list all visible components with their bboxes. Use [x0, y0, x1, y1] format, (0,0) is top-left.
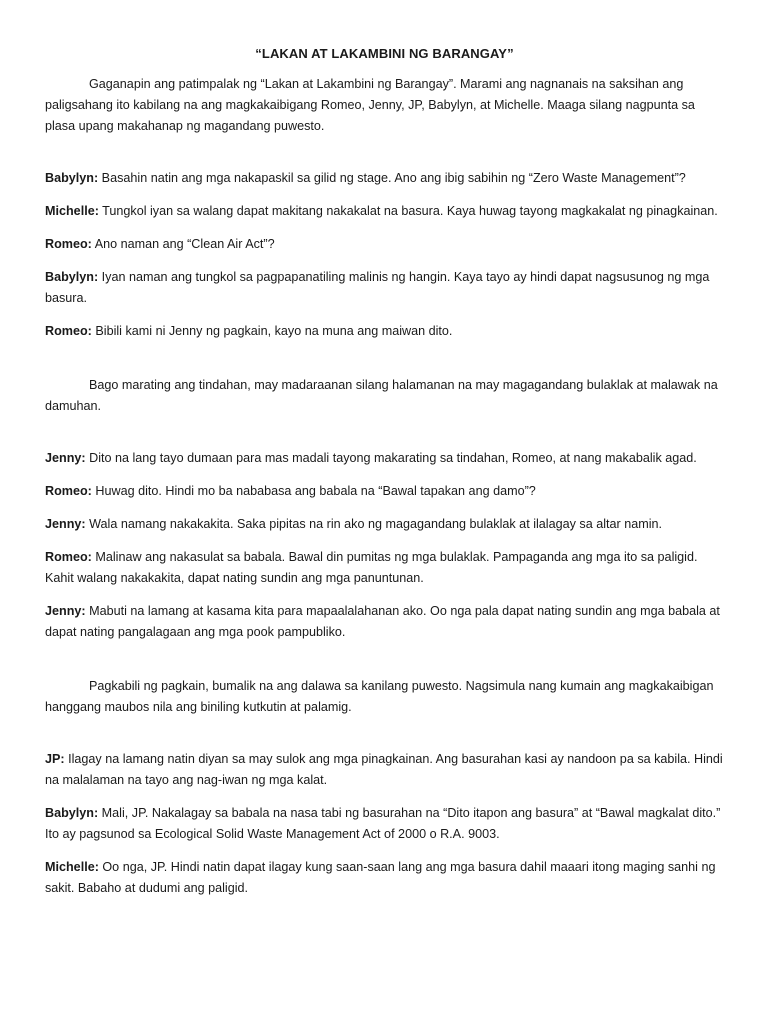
dialogue-line	[45, 201, 724, 222]
dialogue-text: Huwag dito. Hindi mo ba nababasa ang babala na “Bawal tapakan ang damo”?	[91, 484, 536, 498]
dialogue-line	[45, 857, 724, 899]
speaker-name: Michelle:	[45, 860, 99, 874]
document-title: “LAKAN AT LAKAMBINI NG BARANGAY”	[255, 46, 514, 61]
speaker-name: Michelle:	[45, 204, 99, 218]
dialogue-text: Tungkol iyan sa walang dapat makitang nakakalat na basura. Kaya huwag tayong magkakalat ng pinagkainan.	[98, 204, 718, 218]
dialogue-text: Bibili kami ni Jenny ng pagkain, kayo na muna ang maiwan dito.	[91, 324, 453, 338]
dialogue-text: Ilagay na lamang natin diyan sa may sulok ang mga pinagkainan. Ang basurahan kasi ay nandoon pa sa kabila. Hindi na malalaman na tayo ang nag-iwan ng mga kalat.	[45, 752, 723, 787]
dialogue-line	[45, 514, 724, 535]
speaker-name: Babylyn:	[45, 270, 99, 284]
dialogue-line	[45, 547, 724, 589]
dialogue-text: Ano naman ang “Clean Air Act”?	[91, 237, 275, 251]
dialogue-line	[45, 803, 724, 845]
narration-paragraph: Pagkabili ng pagkain, bumalik na ang dalawa sa kanilang puwesto. Nagsimula nang kumain ang magkakaibigan hanggang maubos nila ang biniling kutkutin at palamig.	[45, 679, 714, 714]
dialogue-text: Oo nga, JP. Hindi natin dapat ilagay kung saan-saan lang ang mga basura dahil maaari itong maging sanhi ng sakit. Babaho at dudumi ang paligid.	[45, 860, 716, 895]
dialogue-text: Wala namang nakakakita. Saka pipitas na rin ako ng magagandang bulaklak at ilalagay sa altar namin.	[85, 517, 662, 531]
speaker-name: Romeo:	[45, 237, 92, 251]
narration-paragraph: Bago marating ang tindahan, may madaraanan silang halamanan na may magagandang bulaklak at malawak na damuhan.	[45, 378, 718, 413]
dialogue-line	[45, 601, 724, 643]
paragraph-gap	[45, 137, 724, 168]
dialogue-line	[45, 749, 724, 791]
dialogue-line	[45, 168, 724, 189]
speaker-name: Jenny:	[45, 451, 86, 465]
dialogue-line	[45, 267, 724, 309]
dialogue-line	[45, 321, 724, 342]
dialogue-line	[45, 448, 724, 469]
dialogue-text: Malinaw ang nakasulat sa babala. Bawal din pumitas ng mga bulaklak. Pampaganda ang mga ito sa paligid. Kahit walang nakakakita, dapat nating sundin ang mga panuntunan.	[45, 550, 698, 585]
dialogue-text: Mabuti na lamang at kasama kita para mapaalalahanan ako. Oo nga pala dapat nating sundin ang mga babala at dapat nating pangalagaan ang mga pook pampubliko.	[45, 604, 720, 639]
speaker-name: Jenny:	[45, 517, 86, 531]
dialogue-text: Dito na lang tayo dumaan para mas madali tayong makarating sa tindahan, Romeo, at nang makabalik agad.	[85, 451, 697, 465]
narration-paragraph: Gaganapin ang patimpalak ng “Lakan at Lakambini ng Barangay”. Marami ang nagnanais na saksihan ang paligsahang ito kabilang na ang magkakaibigang Romeo, Jenny, JP, Babylyn, at Michelle. Maaga silang nagpunta sa plasa upang makahanap ng magandang puwesto.	[45, 77, 695, 133]
paragraph-gap	[45, 342, 724, 375]
dialogue-line	[45, 481, 724, 502]
speaker-name: Babylyn:	[45, 806, 99, 820]
paragraph-gap	[45, 718, 724, 749]
paragraph-gap	[45, 643, 724, 676]
dialogue-text: Basahin natin ang mga nakapaskil sa gilid ng stage. Ano ang ibig sabihin ng “Zero Waste Management”?	[98, 171, 686, 185]
dialogue-text: Mali, JP. Nakalagay sa babala na nasa tabi ng basurahan na “Dito itapon ang basura” at “Bawal magkalat dito.” Ito ay pagsunod sa Ecological Solid Waste Management Act of 2000 o R.A. 9003.	[45, 806, 721, 841]
speaker-name: Babylyn:	[45, 171, 99, 185]
speaker-name: Romeo:	[45, 484, 92, 498]
speaker-name: Romeo:	[45, 324, 92, 338]
paragraph-gap	[45, 417, 724, 448]
dialogue-line	[45, 234, 724, 255]
dialogue-text: Iyan naman ang tungkol sa pagpapanatiling malinis ng hangin. Kaya tayo ay hindi dapat nagsusunog ng mga basura.	[45, 270, 710, 305]
speaker-name: Romeo:	[45, 550, 92, 564]
speaker-name: JP:	[45, 752, 65, 766]
speaker-name: Jenny:	[45, 604, 86, 618]
